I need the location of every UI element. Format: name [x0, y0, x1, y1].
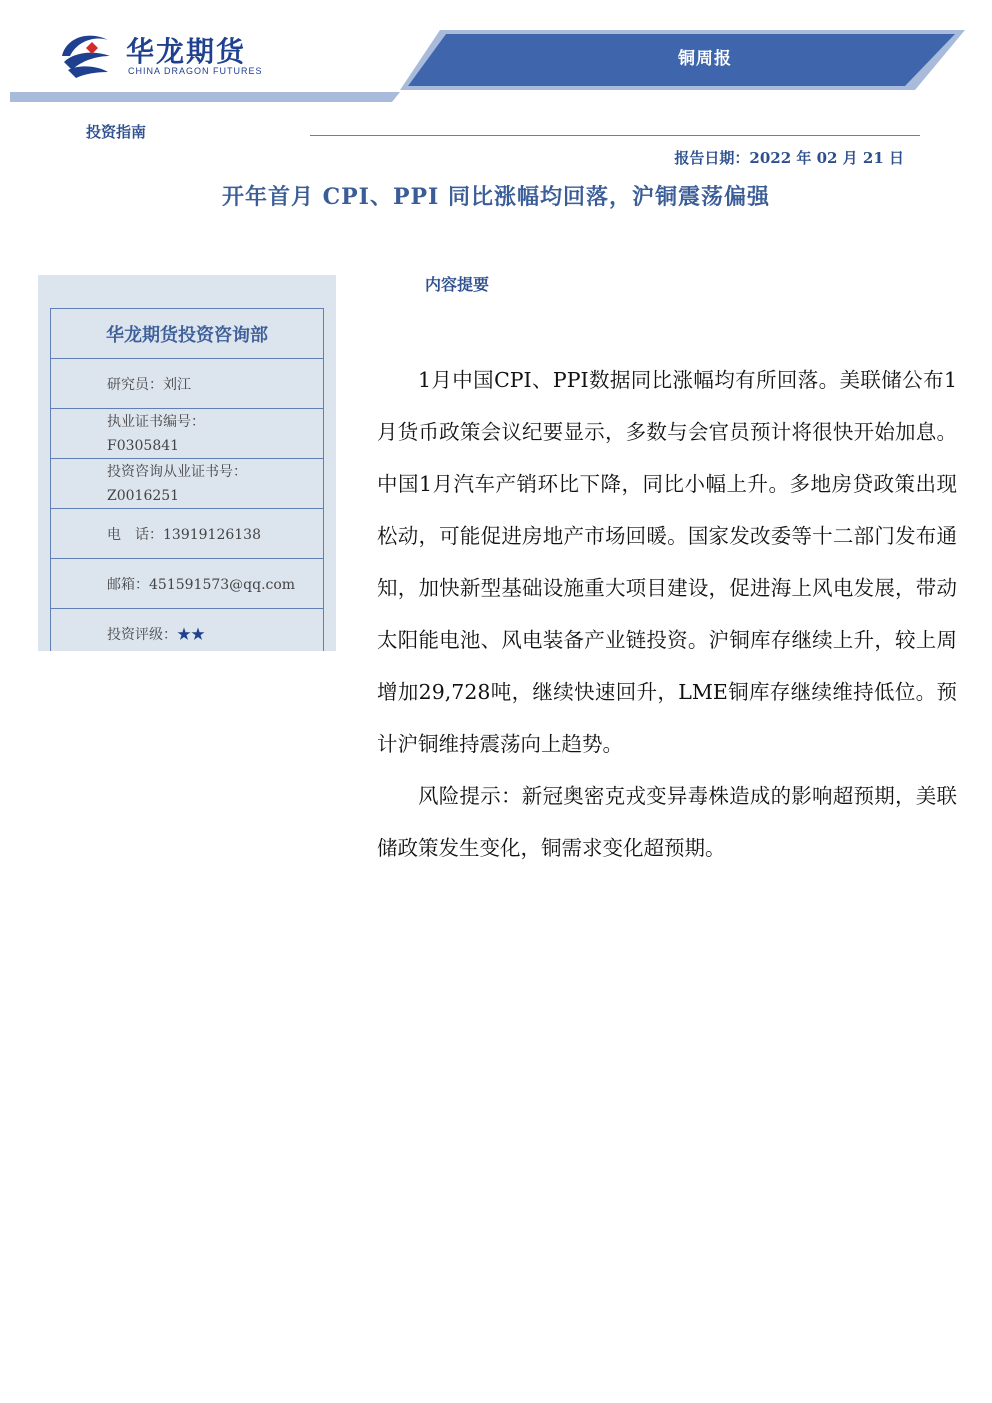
- researcher-name: 研究员：刘江: [51, 359, 324, 409]
- sidebar-bottom-mask: [38, 651, 338, 671]
- license-value: F0305841: [107, 437, 180, 454]
- brand-name-en: CHINA DRAGON FUTURES: [128, 66, 263, 76]
- phone-number: 电 话：13919126138: [51, 509, 324, 559]
- advisory-value: Z0016251: [107, 487, 180, 504]
- risk-paragraph: 风险提示：新冠奥密克戎变异毒株造成的影响超预期，美联储政策发生变化，铜需求变化超预期。: [377, 784, 957, 860]
- advisory-label: 投资咨询从业证书号：: [107, 463, 247, 480]
- license-label: 执业证书编号：: [107, 413, 205, 430]
- department-name: 华龙期货投资咨询部: [51, 309, 324, 359]
- section-label: 投资指南: [86, 123, 147, 141]
- summary-paragraph: 1月中国CPI、PPI数据同比涨幅均有所回落。美联储公布1月货币政策会议纪要显示，多数与会官员预计将很快开始加息。中国1月汽车产销环比下降，同比小幅上升。多地房贷政策出现松动，可能促进房地产市场回暖。国家发改委等十二部门发布通知，加快新型基础设施重大项目建设，促进海上风电发展，带动太阳能电池、风电装备产业链投资。沪铜库存继续上升，较上周增加29,728吨，继续快速回升，LME铜库存继续维持低位。预计沪铜维持震荡向上趋势。: [377, 368, 957, 756]
- email-address: 邮箱：451591573@qq.com: [51, 559, 324, 609]
- rating-stars: ★★: [177, 626, 205, 643]
- report-type-label: 铜周报: [678, 49, 732, 69]
- rating-label: 投资评级：: [107, 626, 177, 643]
- advisory-number: [51, 459, 324, 509]
- summary-heading: 内容提要: [425, 275, 490, 294]
- analyst-info-table: [50, 308, 324, 659]
- report-date: 报告日期：2022 年 02 月 21 日: [674, 149, 904, 167]
- brand-name-cn: 华龙期货: [126, 35, 247, 68]
- header-divider: [310, 135, 920, 136]
- summary-body: [377, 354, 957, 874]
- page-title: 开年首月 CPI、PPI 同比涨幅均回落，沪铜震荡偏强: [221, 184, 771, 210]
- company-logo-icon: [58, 26, 114, 82]
- license-number: [51, 409, 324, 459]
